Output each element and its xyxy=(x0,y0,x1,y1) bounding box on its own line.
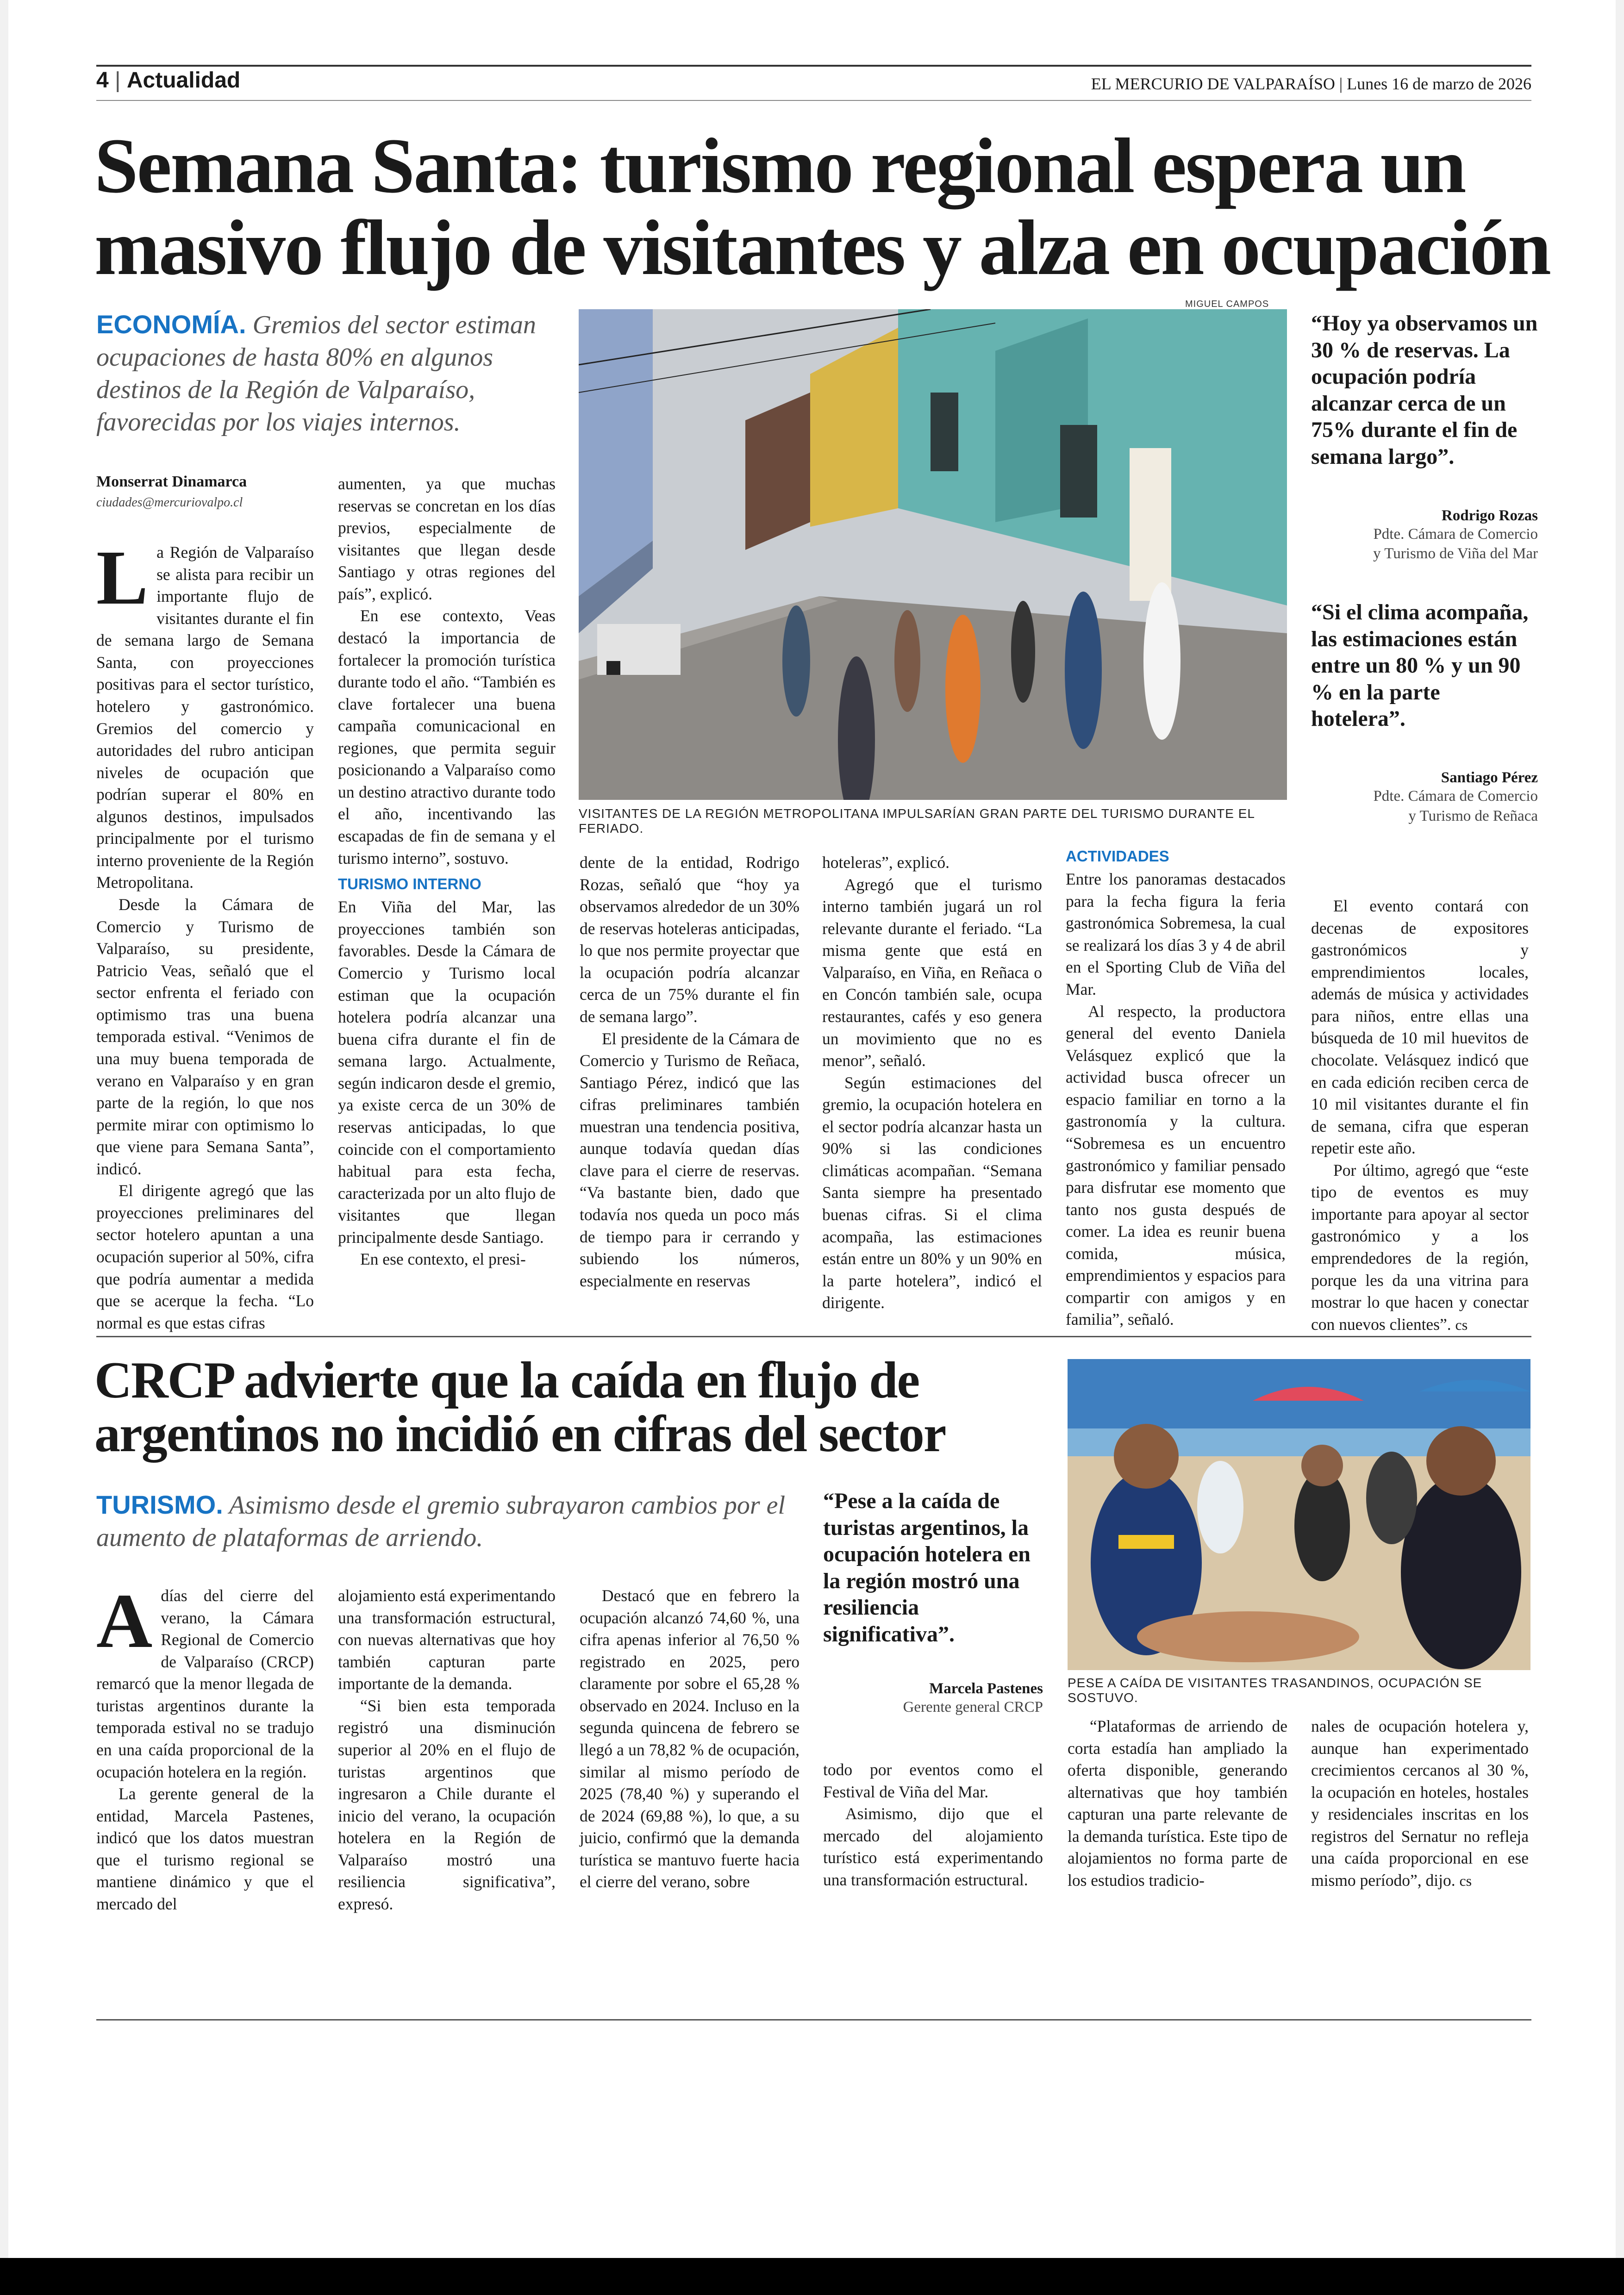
article2-c6-p1-text: nales de ocupación hotelera y, aunque han experimentado crecimientos cercanos al 30 %, la ocupación en hoteles, hostales y residenciales inscritas en los registros del Sernatur no refleja una caída proporcional en ese mismo período”, dijo. xyxy=(1311,1717,1529,1890)
article1-headline: Semana Santa: turismo regional espera un masivo flujo de visitantes y alza en ocupación xyxy=(94,122,1550,291)
quote2-role-1: Pdte. Cámara de Comercio xyxy=(1373,787,1538,804)
article1-quote2 xyxy=(1311,599,1538,826)
article1-c3-p2: El presidente de la Cámara de Comercio y Turismo de Reñaca, Santiago Pérez, indicó que las cifras preliminares también muestran una tendencia positiva, aunque todavía quedan días clave para el cierre de reservas. “Va bastante bien, dado que todavía nos queda un poco más de tiempo para ir cerrando y subiendo los números, especialmente en reservas xyxy=(580,1029,800,1290)
article2-lede-text: Asimismo desde el gremio subrayaron cambios por el aumento de plataformas de arriendo. xyxy=(96,1491,786,1552)
article1-c6-p1: El evento contará con decenas de expositores gastronómicos y emprendimientos locales, además de música y actividades para niños, entre ellas una búsqueda de 10 mil huevitos de chocolate. Velásquez indicó que en cada edición reciben cerca de 10 mil visitantes durante el fin de semana, cifra que esperan repetir este año. xyxy=(1311,897,1529,1158)
article1-c5-p2: Al respecto, la productora general del evento Daniela Velásquez explicó que la actividad busca ofrecer un espacio familiar en torno a la gastronomía y la cultura. “Sobremesa es un encuentro gastronómico y familiar pensado para disfrutar ese momento que tanto nos gusta después de comer. La idea es reunir buena comida, música, emprendimientos y espacios para compartir con amigos y en familia”, señaló. xyxy=(1066,1002,1286,1329)
article-separator xyxy=(96,1336,1531,1337)
header-right xyxy=(1091,74,1531,94)
quote2-text: “Si el clima acompaña, las estimaciones están entre un 80 % y un 90 % en la parte hotelera”. xyxy=(1311,600,1529,731)
article2-lede xyxy=(96,1489,791,1554)
article2-c2-p1: alojamiento está experimentando una transformación estructural, con nuevas alternativas que hoy también capturan parte importante de la demanda. xyxy=(338,1586,556,1693)
header-divider: | xyxy=(115,68,127,93)
article1-author: Monserrat Dinamarca xyxy=(96,473,247,490)
photo2-caption: PESE A CAÍDA DE VISITANTES TRASANDINOS, OCUPACIÓN SE SOSTUVO. xyxy=(1068,1676,1482,1705)
article1-c1-p3: El dirigente agregó que las proyecciones preliminares del sector hotelero apuntan a una ocupación superior al 50%, cifra que podría aumentar a medida que se acerque la fecha. “Lo normal es que estas cifras xyxy=(96,1181,314,1332)
article1-c5-p1: Entre los panoramas destacados para la fecha figura la feria gastronómica Sobremesa, la cual se realizará los días 3 y 4 de abril en el Sporting Club de Viña del Mar. xyxy=(1066,870,1286,999)
article2-c4-p1: todo por eventos como el Festival de Viña del Mar. xyxy=(823,1760,1043,1801)
quote1-role-1: Pdte. Cámara de Comercio xyxy=(1373,525,1538,543)
article1-subhead-actividades: ACTIVIDADES xyxy=(1066,848,1169,865)
article1-subhead-turismo: TURISMO INTERNO xyxy=(338,875,481,893)
article2-dropcap: A xyxy=(96,1578,153,1664)
street-scene-image xyxy=(579,309,1287,800)
article2-col3 xyxy=(580,1585,800,1893)
header-bottom-rule xyxy=(96,100,1531,101)
article1-c3-p1: dente de la entidad, Rodrigo Rozas, señaló que “hoy ya observamos alrededor de un 30% de reservas hoteleras anticipadas, lo que nos permite proyectar que la ocupación podría alcanzar cerca de un 75% durante el fin de semana largo”. xyxy=(580,853,800,1026)
article2-quote-name: Marcela Pastenes xyxy=(929,1680,1043,1697)
article2-end-mark: cs xyxy=(1459,1872,1472,1889)
article1-col4 xyxy=(822,852,1042,1314)
article1-col3 xyxy=(580,852,800,1292)
article2-col1 xyxy=(96,1578,314,1915)
article1-lede-tag: ECONOMÍA. xyxy=(96,310,246,339)
article2-quote-role: Gerente general CRCP xyxy=(903,1698,1043,1715)
page-number: 4 xyxy=(96,68,109,93)
article1-col2 xyxy=(338,473,556,1271)
page-left-border xyxy=(0,0,8,2295)
article2-col6 xyxy=(1311,1715,1529,1892)
photo1-credit: MIGUEL CAMPOS xyxy=(1185,299,1269,309)
article1-c1-p2: Desde la Cámara de Comercio y Turismo de Valparaíso, su presidente, Patricio Veas, señaló que el sector enfrenta el feriado con optimismo tras una buena temporada estival. “Venimos de una muy buena temporada de verano en Valparaíso y en gran parte de la región, lo que nos permite mirar con optimismo lo que viene para Semana Santa”, indicó. xyxy=(96,895,314,1178)
article1-c2-p2: En ese contexto, Veas destacó la importancia de fortalecer la promoción turística durante todo el año. “También es clave fortalecer una buena campaña comunicacional en regiones, que permita seguir posicionando a Valparaíso como un destino atractivo durante todo el año, incentivando las escapadas de fin de semana y el turismo interno”, sostuvo. xyxy=(338,606,556,867)
page-right-border xyxy=(1616,0,1624,2295)
article2-col5 xyxy=(1068,1715,1287,1892)
article2-quote xyxy=(823,1488,1043,1717)
article1-c2-p4: En ese contexto, el presi- xyxy=(360,1250,526,1269)
article1-c6-p2-text: Por último, agregó que “este tipo de eventos es muy importante para apoyar al sector gastronómico y a los emprendedores de la región, porque les da una vitrina para mostrar lo que hacen y conectar con nuevos clientes”. xyxy=(1311,1160,1529,1334)
section-name: Actualidad xyxy=(126,68,241,93)
quote2-role-2: y Turismo de Reñaca xyxy=(1408,807,1538,824)
article1-c2-p1: aumenten, ya que muchas reservas se concretan en los días previos, especialmente de visitantes que llegan desde Santiago y otras regiones del país”, explicó. xyxy=(338,474,556,603)
article1-col5 xyxy=(1066,846,1286,1331)
bottom-bar xyxy=(0,2258,1624,2295)
article2-c1-p1 xyxy=(96,1578,314,1783)
article2-c6-p1 xyxy=(1311,1715,1529,1892)
photo1-caption: VISITANTES DE LA REGIÓN METROPOLITANA IMPULSARÍAN GRAN PARTE DEL TURISMO DURANTE EL FERIADO. xyxy=(579,806,1255,836)
article2-col4 xyxy=(823,1759,1043,1891)
article2-c1-p1-text: días del cierre del verano, la Cámara Regional de Comercio de Valparaíso (CRCP) remarcó que la menor llegada de turistas argentinos durante la temporada estival no se tradujo en una caída proporcional de la ocupación hotelera en la región. xyxy=(96,1586,314,1781)
paper-name: EL MERCURIO DE VALPARAÍSO xyxy=(1091,75,1335,93)
article2-c1-p2: La gerente general de la entidad, Marcela Pastenes, indicó que los datos muestran que el turismo regional se mantiene dinámico y que el mercado del xyxy=(96,1784,314,1913)
article1-c4-p2: Agregó que el turismo interno también jugará un rol relevante durante el feriado. “La misma gente que está en Valparaíso, en Viña, en Reñaca o en Concón también sale, ocupa restaurantes, cafés y eso genera un movimiento que no es menor”, señaló. xyxy=(822,875,1042,1070)
article2-quote-text: “Pese a la caída de turistas argentinos, la ocupación hotelera en la región mostró una resiliencia significativa”. xyxy=(823,1489,1031,1646)
article1-c4-p1: hoteleras”, explicó. xyxy=(822,853,950,872)
footer-rule xyxy=(96,2019,1531,2021)
beach-scene-image xyxy=(1068,1359,1530,1670)
article2-c2-p2: “Si bien esta temporada registró una disminución superior al 20% en el flujo de turistas argentinos que ingresaron a Chile durante el inicio del verano, la ocupación hotelera en la Región de Valparaíso mostró una resiliencia significativa”, expresó. xyxy=(338,1696,556,1913)
article1-lede-text: Gremios del sector estiman ocupaciones de hasta 80% en algunos destinos de la Región de Valparaíso, favorecidas por los viajes internos. xyxy=(96,311,536,437)
article1-author-email: ciudades@mercuriovalpo.cl xyxy=(96,495,243,510)
article1-col6 xyxy=(1311,895,1529,1335)
article2-photo xyxy=(1068,1359,1530,1670)
article1-c4-p3: Según estimaciones del gremio, la ocupación hotelera en el sector podría alcanzar hasta un 90% si las condiciones climáticas acompañan. “Semana Santa siempre ha presentado buenas cifras. Si el clima acompaña, las estimaciones están entre un 80% y un 90% en la parte hotelera”, indicó el dirigente. xyxy=(822,1073,1042,1312)
article2-c5-p1: “Plataformas de arriendo de corta estadía han ampliado la oferta disponible, generando alternativas que hoy también capturan una parte relevante de la demanda turística. Este tipo de alojamientos no forma parte de los estudios tradicio- xyxy=(1068,1717,1287,1890)
article1-end-mark: cs xyxy=(1455,1316,1468,1333)
article2-lede-tag: TURISMO. xyxy=(96,1490,223,1519)
article2-c4-p2: Asimismo, dijo que el mercado del alojamiento turístico está experimentando una transformación estructural. xyxy=(823,1804,1043,1889)
article1-photo xyxy=(579,309,1287,800)
header-left xyxy=(96,68,240,93)
article2-c3-p1: Destacó que en febrero la ocupación alcanzó 74,60 %, una cifra apenas inferior al 76,50 % registrado en 2025, pero claramente por sobre el 65,28 % observado en 2024. Incluso en la segunda quincena de febrero se llegó a un 78,82 % de ocupación, similar al mismo período de 2025 (78,40 %) y superando el de 2024 (69,88 %), lo que, a su juicio, confirmó que la demanda turística se mantuvo fuerte hacia el cierre del verano, sobre xyxy=(580,1586,800,1891)
article1-c1-p1-text: a Región de Valparaíso se alista para recibir un importante flujo de visitantes durante el fin de semana largo de Semana Santa, con proyecciones positivas para el sector turístico, hotelero y gastronómico. Gremios del comercio y autoridades del rubro anticipan niveles de ocupación que podrían superar el 80% en algunos destinos, impulsados principalmente por el turismo interno proveniente de la Región Metropolitana. xyxy=(96,543,314,892)
article2-col2 xyxy=(338,1585,556,1915)
quote1-text: “Hoy ya observamos un 30 % de reservas. La ocupación podría alcanzar cerca de un 75% durante el fin de semana largo”. xyxy=(1311,311,1538,469)
quote1-name: Rodrigo Rozas xyxy=(1441,507,1538,524)
header-top-rule xyxy=(96,65,1531,67)
article1-quote1 xyxy=(1311,310,1538,564)
article1-c1-p1 xyxy=(96,535,314,894)
article1-c6-p2 xyxy=(1311,1160,1529,1336)
issue-date: Lunes 16 de marzo de 2026 xyxy=(1347,75,1531,93)
article2-headline: CRCP advierte que la caída en flujo de argentinos no incidió en cifras del sector xyxy=(94,1352,946,1463)
article1-c2-p3: En Viña del Mar, las proyecciones también son favorables. Desde la Cámara de Comercio y Turismo local estiman que la ocupación hotelera podría alcanzar una buena cifra durante el fin de semana largo. Actualmente, según indicaron desde el gremio, ya existe cerca de un 30% de reservas anticipadas, lo que coincide con el comportamiento habitual para esta fecha, caracterizada por un alto flujo de visitantes que llegan principalmente desde Santiago. xyxy=(338,898,556,1247)
quote2-name: Santiago Pérez xyxy=(1441,769,1538,786)
article1-col1 xyxy=(96,535,314,1334)
header-divider-2: | xyxy=(1339,75,1347,93)
article1-dropcap: L xyxy=(96,535,149,621)
article1-lede xyxy=(96,308,550,438)
quote1-role-2: y Turismo de Viña del Mar xyxy=(1373,545,1538,562)
